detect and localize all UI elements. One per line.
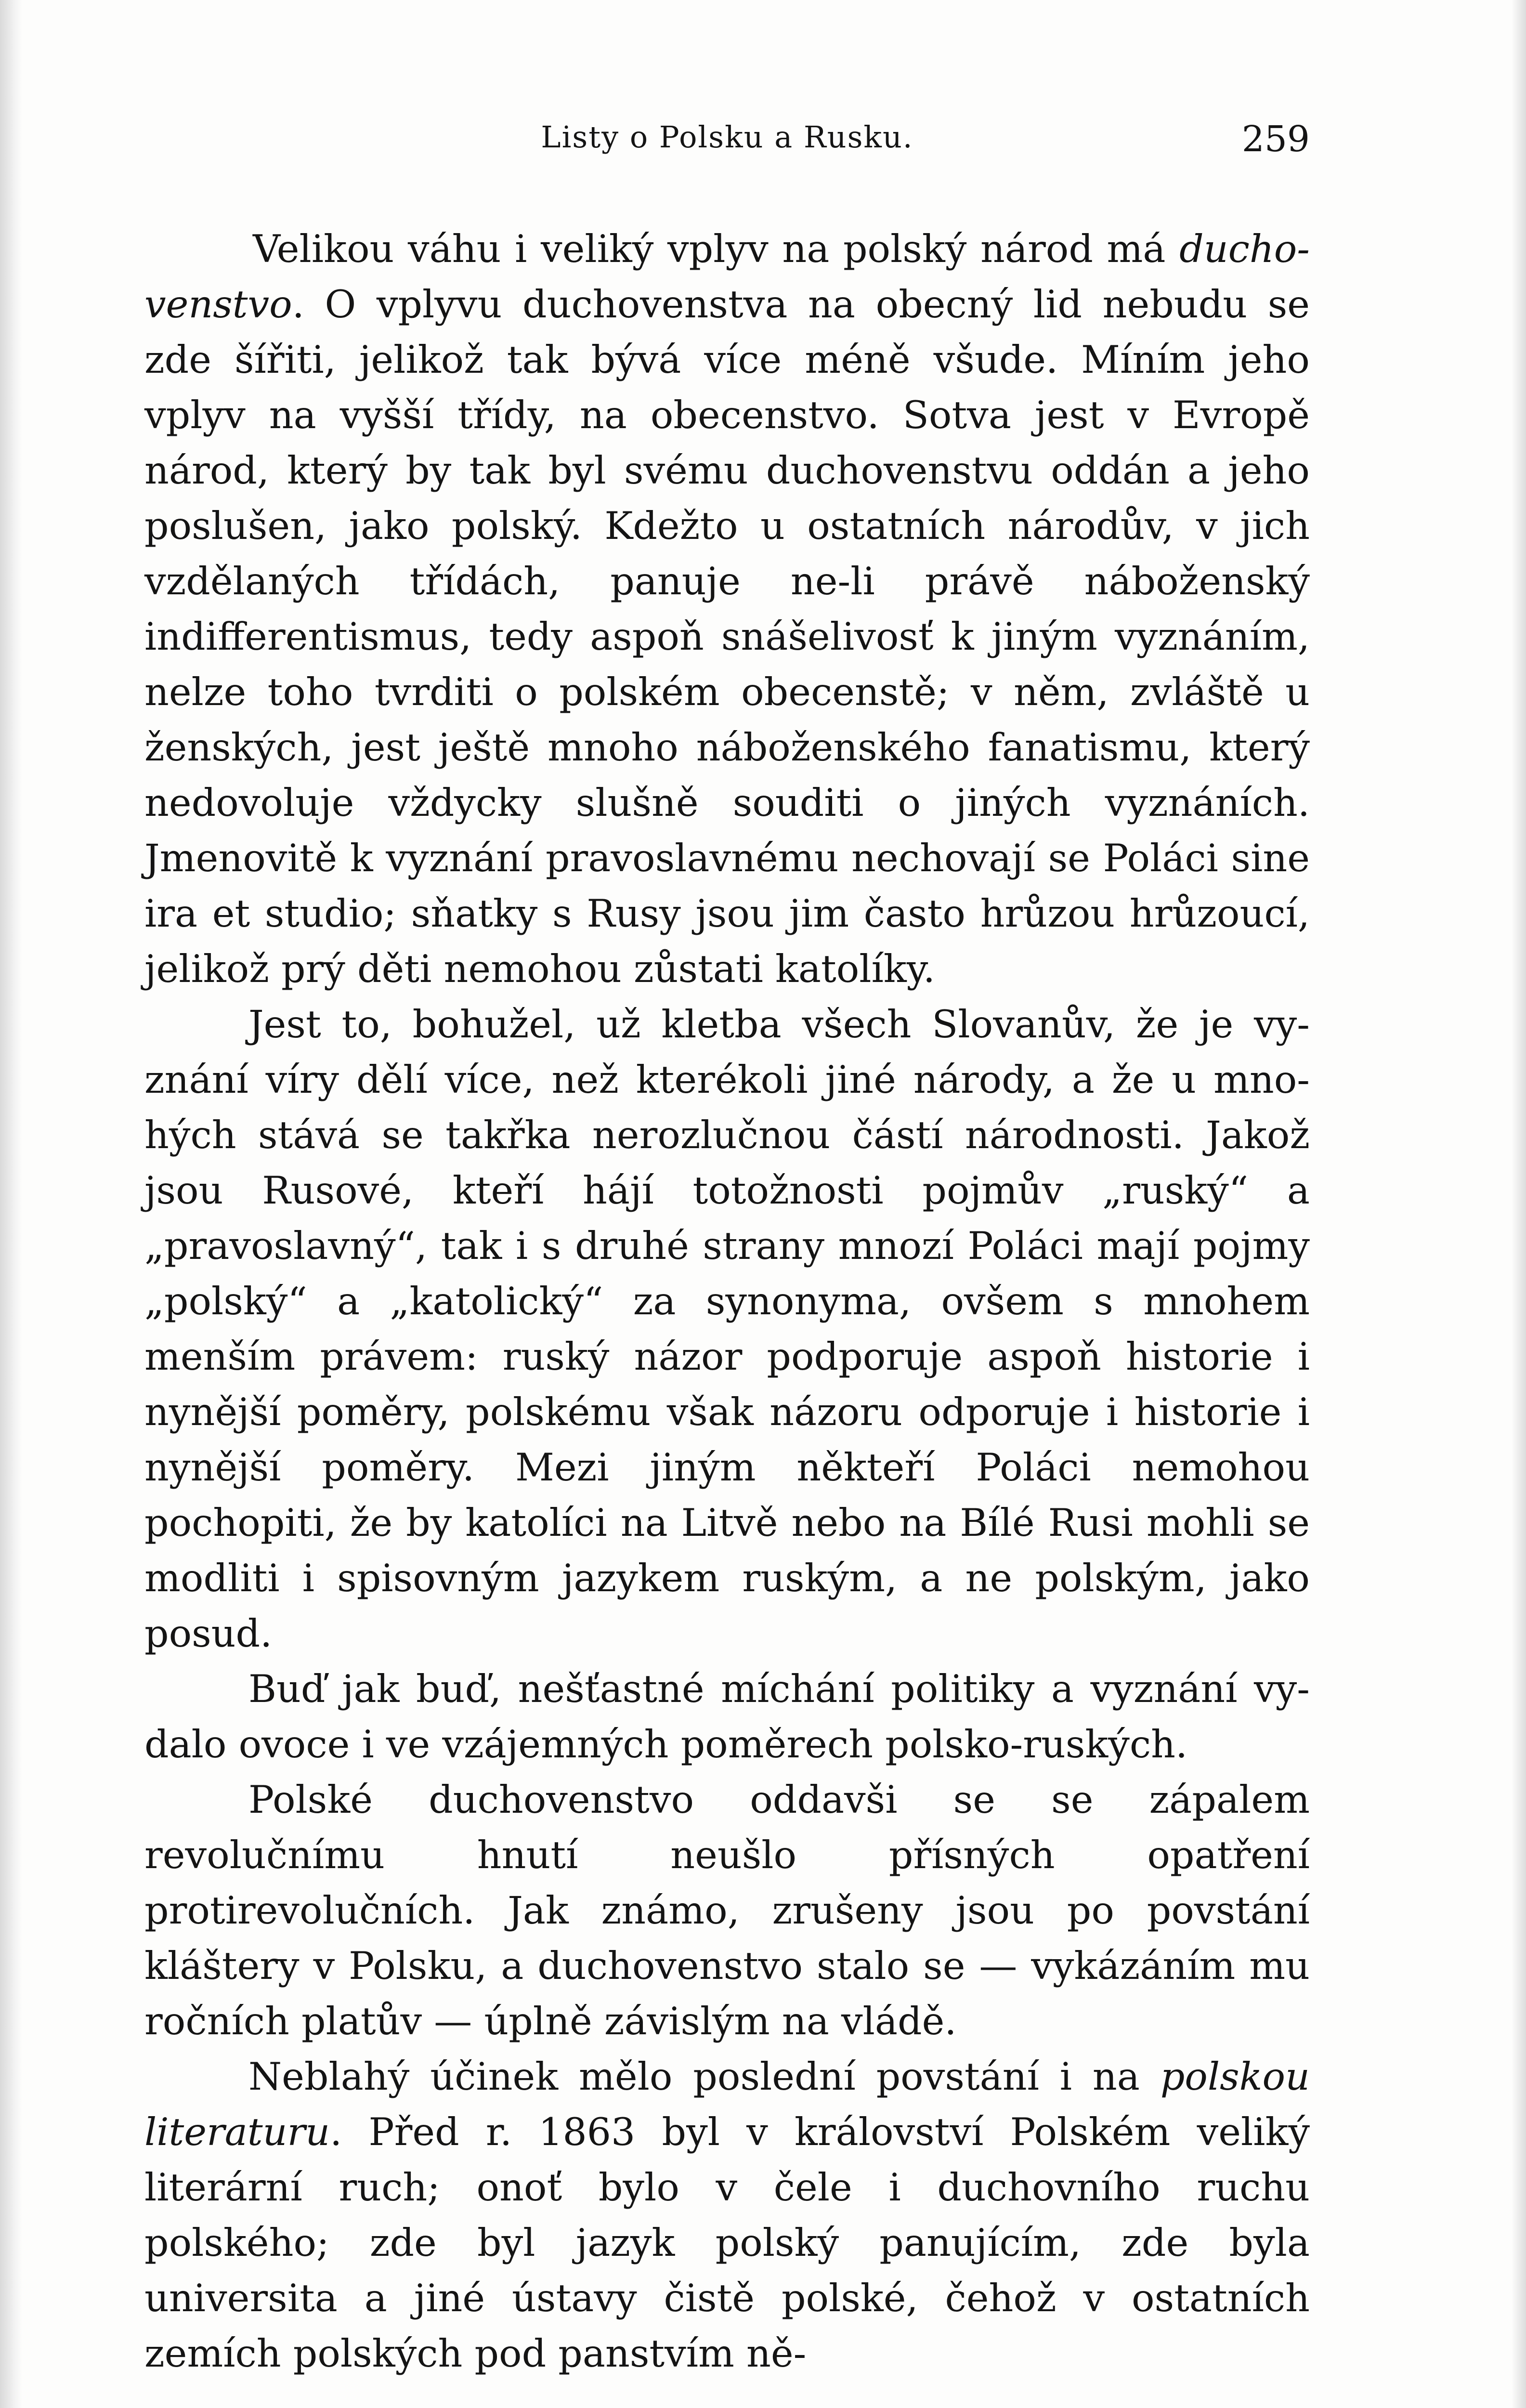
page-number: 259: [1241, 118, 1310, 160]
page-edge-shadow-right: [1512, 0, 1526, 2408]
paragraph-clergy-after-uprising: Polské duchovenstvo oddavši se se zápalem revolučnímu hnutí neušlo přísných opatření protirevolučních. Jak známo, zrušeny jsou po povstání kláštery v Polsku, a duchovenstvo stalo se — vykázáním mu ročních platův — úplně závislým na vládě.: [144, 1778, 1310, 2043]
paragraph-polish-literature: [144, 2049, 1310, 2382]
paragraph-mixing-politics: Buď jak buď, nešťastné míchání politiky a vyznání vydalo ovoce i ve vzájemných poměrech polsko-ruských.: [144, 1667, 1310, 1767]
paragraph-text: . O vplyvu duchovenstva na obecný lid nebudu se zde šířiti, jelikož tak bývá více méně všude. Míním jeho vplyv na vyšší třídy, na obecenstvo. Sotva jest v Evropě národ, který by tak byl svému duchovenstvu oddán a jeho poslušen, jako polský. Kdežto u ostatních národův, v jich vzdělaných třídách, panuje ne-li právě náboženský indifferentismus, tedy aspoň snášelivosť k jiným vyznáním, nelze toho tvrditi o polském obecenstě; v něm, zvláště u ženských, jest ještě mnoho náboženského fanatismu, který nedovoluje vždycky slušně souditi o jiných vyznáních. Jmenovitě k vyznání pravoslavnému nechovají se Poláci sine ira et studio; sňatky s Rusy jsou jim často hrůzou hrůzoucí, jelikož prý děti nemohou zůstati katolíky.: [144, 282, 1310, 991]
italic-term: polskou literaturu: [144, 2055, 1310, 2154]
paragraph-confession-nationality: Jest to, bohužel, už kletba všech Slovanův, že je vyznání víry dělí více, než kterékoli jiné národy, a že u mnohých stává se takřka nerozlučnou částí národnosti. Jakož jsou Rusové, kteří hájí totožnosti pojmův „ruský“ a „pravoslavný“, tak i s druhé strany mnozí Poláci mají pojmy „polský“ a „katolický“ za synonyma, ovšem s mnohem menším právem: ruský názor podporuje aspoň historie i nynější poměry, polskému však názoru odporuje i historie i nynější poměry. Mezi jiným někteří Poláci nemohou pochopiti, že by katolíci na Litvě nebo na Bílé Rusi mohli se modliti i spisovným jazykem ruským, a ne polským, jako posud.: [144, 1002, 1310, 1656]
running-head: Listy o Polsku a Rusku.: [541, 119, 913, 155]
page-edge-shadow-left: [0, 0, 22, 2408]
paragraph-clergy-influence: [144, 222, 1310, 997]
page-header: [144, 116, 1310, 173]
paragraph-text: Velikou váhu i veliký vplyv na polský národ má: [253, 227, 1180, 271]
italic-term: duchovenstvo: [144, 227, 1310, 327]
paragraph-text: Neblahý účinek mělo poslední povstání i na: [248, 2055, 1161, 2099]
paragraph-text: . Před r. 1863 byl v království Polském veliký literární ruch; onoť bylo v čele i duchovního ruchu polského; zde byl jazyk polský panujícím, zde byla universita a jiné ústavy čistě polské, čehož v ostatních zemích polských pod panstvím ně-: [144, 2110, 1310, 2376]
body-text: [144, 222, 1310, 2382]
